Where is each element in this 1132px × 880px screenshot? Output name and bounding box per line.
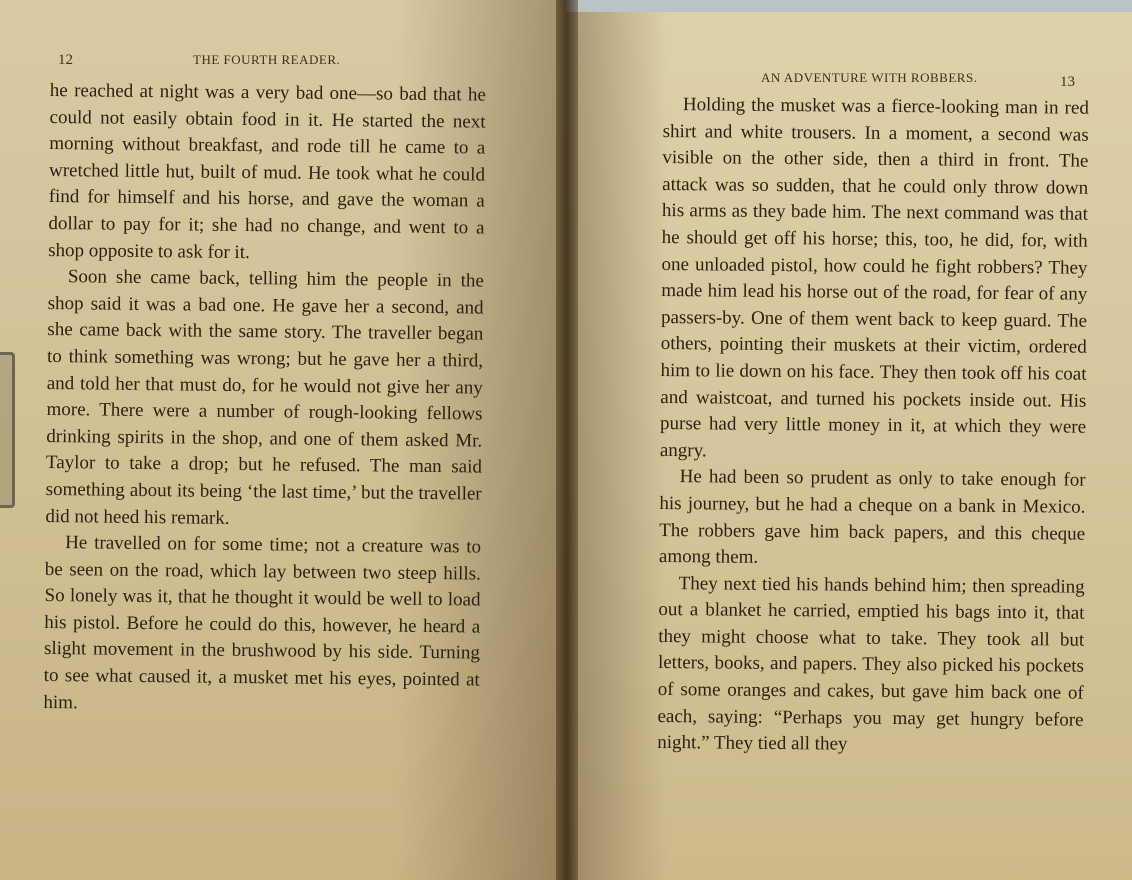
book-spine bbox=[556, 0, 578, 880]
paragraph: They next tied his hands behind him; then spreading out a blanket he carried, emptied his bags into it, that they might choose what to take. They took all but letters, books, and papers. They also picked his pockets of some oranges and cakes, but gave him back one of each, saying: “Perhaps you may get hungry before night.” They tied all they bbox=[657, 572, 1085, 755]
page-number: 13 bbox=[1060, 74, 1075, 90]
paragraph: He had been so prudent as only to take enough for his journey, but he had a cheque on a bank in Mexico. The robbers gave him back papers, and this cheque among them. bbox=[658, 466, 1086, 568]
paragraph: Soon she came back, telling him the people in the shop said it was a bad one. He gave her a second, and she came back with the same story. The traveller began to think something was wrong; but he gave her a third, and told her that must do, for he would not give her any more. There were a number of rough-looking fellows drinking spirits in the shop, and one of them asked Mr. Taylor to take a drop; but he refused. The man said something about its being ‘the last time,’ but the traveller did not heed his remark. bbox=[45, 266, 485, 529]
paragraph: He travelled on for some time; not a creature was to be seen on the road, which lay between two steep hills. So lonely was it, that he thought it would be well to load his pistol. Before he could do this, however, he heard a slight movement in the brushwood by his side. Turning to see what caused it, a musket met his eyes, pointed at him. bbox=[43, 532, 482, 713]
page-clip bbox=[0, 352, 15, 508]
page-body bbox=[657, 92, 1089, 761]
page-number: 12 bbox=[58, 52, 73, 68]
page-body bbox=[43, 78, 486, 721]
running-head: AN ADVENTURE WITH ROBBERS. bbox=[761, 70, 978, 85]
paragraph: he reached at night was a very bad one—so bad that he could not easily obtain food in it. He started the next morning without breakfast, and rode till he came to a wretched little hut, built of mud. He took what he could find for himself and his horse, and gave the woman a dollar to pay for it; she had no change, and went to a shop opposite to ask for it. bbox=[48, 79, 486, 263]
running-head: THE FOURTH READER. bbox=[193, 52, 341, 67]
right-page bbox=[566, 12, 1132, 880]
paragraph: Holding the musket was a fierce-looking man in red shirt and white trousers. In a moment, a second was visible on the other side, then a third in front. The attack was so sudden, that he could only throw down his arms as they bade him. The next command was that he should get off his horse; this, too, he did, for, with one unloaded pistol, how could he fight robbers? They made him lead his horse out of the road, for fear of any passers-by. One of them went back to keep guard. The others, pointing their muskets at their victim, ordered him to lie down on his face. They then took off his coat and waistcoat, and turned his pockets inside out. His purse had very little money in it, at which they were angry. bbox=[659, 94, 1089, 462]
